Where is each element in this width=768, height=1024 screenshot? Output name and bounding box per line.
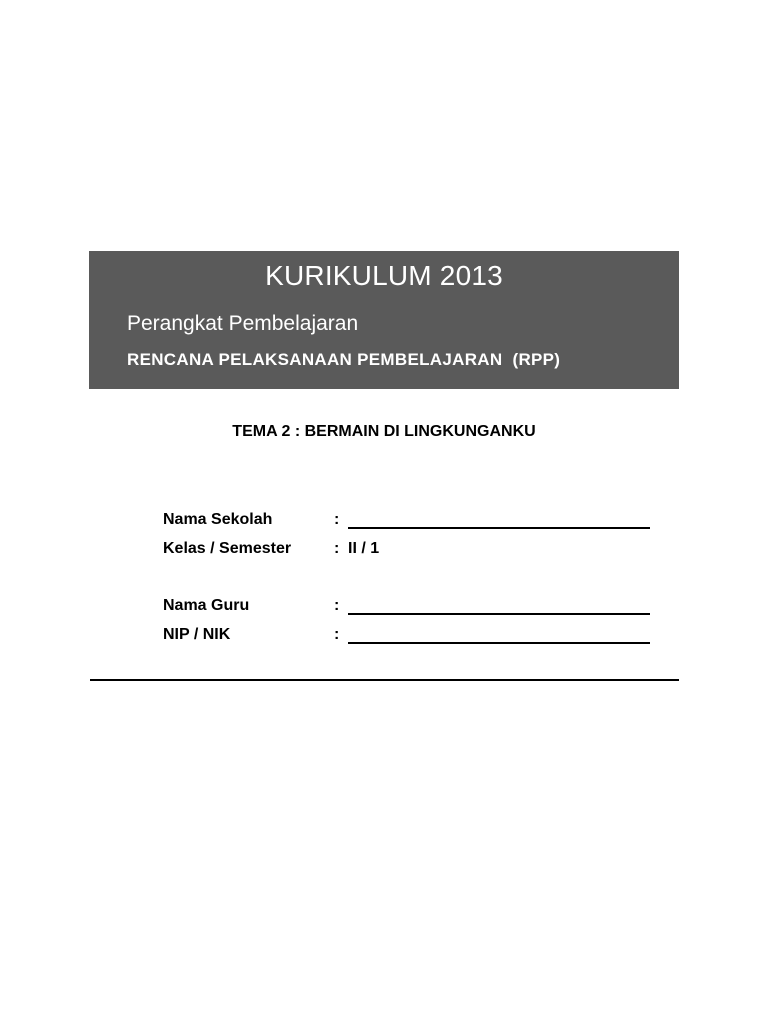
document-subtitle: Perangkat Pembelajaran	[127, 312, 359, 335]
field-label-class-semester: Kelas / Semester	[163, 540, 292, 557]
school-name-blank-field[interactable]	[348, 527, 650, 529]
field-separator: :	[334, 511, 340, 528]
field-label-nip-nik: NIP / NIK	[163, 626, 231, 643]
field-separator: :	[334, 597, 340, 614]
class-semester-value: II / 1	[348, 540, 380, 557]
field-separator: :	[334, 626, 340, 643]
document-title: KURIKULUM 2013	[265, 260, 503, 291]
teacher-name-blank-field[interactable]	[348, 613, 650, 615]
theme-heading: TEMA 2 : BERMAIN DI LINGKUNGANKU	[232, 423, 536, 440]
header-banner	[89, 251, 679, 389]
field-separator: :	[334, 540, 340, 557]
horizontal-divider	[90, 679, 679, 681]
field-label-school-name: Nama Sekolah	[163, 511, 273, 528]
field-label-teacher-name: Nama Guru	[163, 597, 250, 614]
nip-nik-blank-field[interactable]	[348, 642, 650, 644]
document-type-heading: RENCANA PELAKSANAAN PEMBELAJARAN (RPP)	[127, 350, 561, 369]
